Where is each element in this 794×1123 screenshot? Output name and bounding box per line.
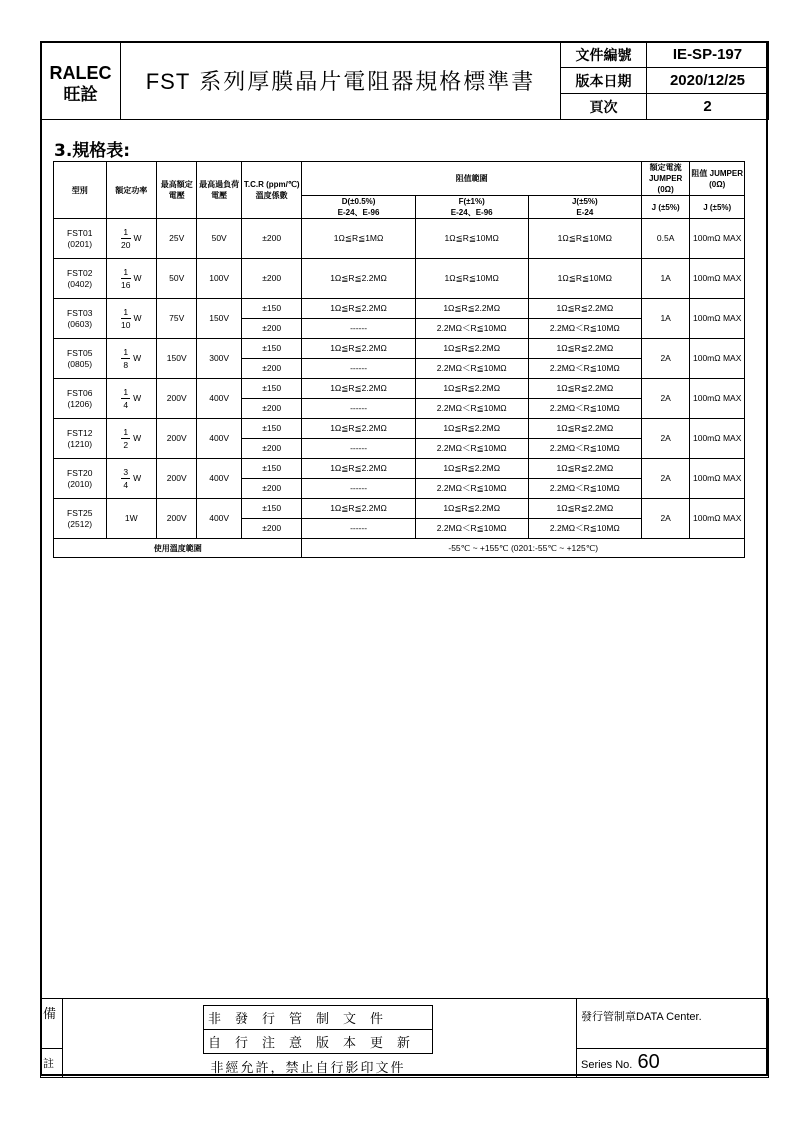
- range-f: 2.2MΩ＜R≦10MΩ: [415, 519, 528, 539]
- col-jumper-res: 阻值 JUMPER (0Ω): [690, 162, 745, 196]
- stamp-label: 發行管制章: [581, 1010, 636, 1023]
- series-label: Series No.: [581, 1059, 633, 1071]
- jumper-current: 1A: [641, 299, 689, 339]
- model: FST05: [67, 347, 93, 358]
- max-voltage: 200V: [157, 459, 197, 499]
- remark-label: 備: [41, 999, 63, 1049]
- model-cell: [54, 499, 107, 539]
- power-numerator: 1: [123, 427, 129, 437]
- range-d: ------: [302, 439, 415, 459]
- stamp-value: DATA Center.: [636, 1011, 702, 1023]
- jumper-resistance: 100mΩ MAX: [690, 459, 745, 499]
- overload-voltage: 400V: [197, 499, 241, 539]
- size-code: (1206): [67, 398, 93, 409]
- range-d: ------: [302, 319, 415, 339]
- overload-voltage: 50V: [197, 219, 241, 259]
- document-header: [40, 41, 769, 120]
- range-j: 2.2MΩ＜R≦10MΩ: [528, 439, 641, 459]
- table-row: [54, 459, 745, 479]
- jumper-resistance: 100mΩ MAX: [690, 339, 745, 379]
- title-zh: 系列厚膜晶片電阻器規格標準書: [199, 70, 536, 95]
- series-number: 60: [637, 1051, 660, 1073]
- spec-table: [53, 161, 745, 558]
- col-overload: 最高過負荷電壓: [197, 162, 241, 219]
- range-f: 1Ω≦R≦2.2MΩ: [415, 379, 528, 399]
- max-voltage: 200V: [157, 419, 197, 459]
- range-j: 2.2MΩ＜R≦10MΩ: [528, 319, 641, 339]
- model-cell: [54, 459, 107, 499]
- range-j: 2.2MΩ＜R≦10MΩ: [528, 479, 641, 499]
- size-code: (0603): [67, 318, 93, 329]
- jumper-current: 2A: [641, 379, 689, 419]
- power-cell: [106, 379, 157, 419]
- col-power: 額定功率: [106, 162, 157, 219]
- range-j: 2.2MΩ＜R≦10MΩ: [528, 519, 641, 539]
- model: FST20: [67, 467, 93, 478]
- tcr-value: ±150: [241, 299, 302, 319]
- power-denominator: 4: [123, 480, 129, 490]
- power-denominator: 8: [123, 360, 129, 370]
- table-row: [54, 379, 745, 399]
- range-f: 2.2MΩ＜R≦10MΩ: [415, 359, 528, 379]
- range-f: 1Ω≦R≦10MΩ: [415, 219, 528, 259]
- range-f: 1Ω≦R≦2.2MΩ: [415, 459, 528, 479]
- max-voltage: 75V: [157, 299, 197, 339]
- col-jr-tol: J (±5%): [690, 196, 745, 219]
- max-voltage: 200V: [157, 499, 197, 539]
- col-max-voltage: 最高額定電壓: [157, 162, 197, 219]
- table-row: [54, 499, 745, 519]
- power-denominator: 20: [121, 240, 131, 250]
- jumper-current: 2A: [641, 459, 689, 499]
- table-row: [54, 219, 745, 259]
- col-d: [302, 196, 415, 219]
- range-d: ------: [302, 479, 415, 499]
- copy-notice: 非經允許，禁止自行影印文件: [210, 1061, 406, 1076]
- range-d: 1Ω≦R≦2.2MΩ: [302, 419, 415, 439]
- range-j: 1Ω≦R≦2.2MΩ: [528, 379, 641, 399]
- range-d: ------: [302, 399, 415, 419]
- range-j: 1Ω≦R≦2.2MΩ: [528, 499, 641, 519]
- power-numerator: 1: [121, 307, 130, 319]
- jumper-resistance: 100mΩ MAX: [690, 419, 745, 459]
- tcr-value: ±150: [241, 419, 302, 439]
- power-numerator: 1: [123, 347, 129, 357]
- range-d: ------: [302, 519, 415, 539]
- power-cell: [106, 299, 157, 339]
- table-row: [54, 339, 745, 359]
- power-unit: W: [133, 313, 142, 323]
- range-d: 1Ω≦R≦2.2MΩ: [302, 339, 415, 359]
- power-cell: [106, 219, 157, 259]
- power-numerator: 1: [121, 267, 130, 279]
- range-f: 1Ω≦R≦2.2MΩ: [415, 499, 528, 519]
- jumper-resistance: 100mΩ MAX: [690, 499, 745, 539]
- tcr-value: ±200: [241, 219, 302, 259]
- range-d: 1Ω≦R≦2.2MΩ: [302, 459, 415, 479]
- size-code: (0805): [67, 358, 93, 369]
- tcr-value: ±150: [241, 459, 302, 479]
- power-unit: W: [133, 273, 142, 283]
- size-code: (2010): [67, 478, 93, 489]
- tcr-value: ±200: [241, 399, 302, 419]
- logo-zh: 旺詮: [63, 84, 98, 105]
- power-unit: W: [133, 353, 142, 363]
- range-f: 2.2MΩ＜R≦10MΩ: [415, 319, 528, 339]
- tcr-value: ±150: [241, 379, 302, 399]
- range-f: 2.2MΩ＜R≦10MΩ: [415, 439, 528, 459]
- control-line-1: 非發行管制文件: [204, 1006, 433, 1030]
- range-j: 1Ω≦R≦2.2MΩ: [528, 339, 641, 359]
- power-unit: W: [133, 433, 142, 443]
- jumper-current: 2A: [641, 419, 689, 459]
- col-f-label: F(±1%): [458, 197, 485, 206]
- table-row: [54, 299, 745, 319]
- range-d: 1Ω≦R≦2.2MΩ: [302, 299, 415, 319]
- power-cell: [106, 499, 157, 539]
- power-numerator: 1: [121, 227, 130, 239]
- overload-voltage: 400V: [197, 419, 241, 459]
- model-cell: [54, 419, 107, 459]
- max-voltage: 25V: [157, 219, 197, 259]
- max-voltage: 50V: [157, 259, 197, 299]
- model-cell: [54, 299, 107, 339]
- power-cell: [106, 259, 157, 299]
- overload-voltage: 300V: [197, 339, 241, 379]
- tcr-value: ±150: [241, 339, 302, 359]
- tcr-value: ±200: [241, 519, 302, 539]
- col-jumper-current: 額定電流 JUMPER (0Ω): [641, 162, 689, 196]
- model-cell: [54, 219, 107, 259]
- overload-voltage: 400V: [197, 379, 241, 419]
- company-logo: [41, 42, 121, 120]
- date-label: 版本日期: [561, 68, 647, 94]
- range-j: 1Ω≦R≦10MΩ: [528, 219, 641, 259]
- range-d: 1Ω≦R≦1MΩ: [302, 219, 415, 259]
- range-j: 1Ω≦R≦2.2MΩ: [528, 299, 641, 319]
- col-range: 阻值範圍: [302, 162, 641, 196]
- temp-range-label: 使用溫度範圍: [54, 539, 302, 558]
- range-d: 1Ω≦R≦2.2MΩ: [302, 259, 415, 299]
- control-line-2: 自行注意版本更新: [204, 1030, 433, 1054]
- power-unit: W: [133, 233, 142, 243]
- title-en: FST: [145, 69, 191, 94]
- col-jc-tol: J (±5%): [641, 196, 689, 219]
- col-j-series: E-24: [576, 208, 594, 217]
- size-code: (0402): [67, 278, 93, 289]
- col-d-label: D(±0.5%): [341, 197, 376, 206]
- size-code: (1210): [67, 438, 93, 449]
- range-j: 1Ω≦R≦10MΩ: [528, 259, 641, 299]
- jumper-current: 2A: [641, 499, 689, 539]
- range-f: 1Ω≦R≦2.2MΩ: [415, 419, 528, 439]
- range-f: 2.2MΩ＜R≦10MΩ: [415, 479, 528, 499]
- doc-no: IE-SP-197: [647, 42, 769, 68]
- table-row: [54, 419, 745, 439]
- tcr-value: ±150: [241, 499, 302, 519]
- col-tcr: T.C.R (ppm/℃) 溫度係數: [241, 162, 302, 219]
- document-title: [121, 42, 561, 120]
- col-f-series: E-24、E-96: [450, 208, 493, 217]
- col-f: [415, 196, 528, 219]
- col-j: [528, 196, 641, 219]
- table-row: [54, 259, 745, 299]
- power-denominator: 10: [121, 320, 131, 330]
- model: FST12: [67, 427, 93, 438]
- overload-voltage: 400V: [197, 459, 241, 499]
- max-voltage: 200V: [157, 379, 197, 419]
- range-d: 1Ω≦R≦2.2MΩ: [302, 379, 415, 399]
- doc-no-label: 文件編號: [561, 42, 647, 68]
- jumper-resistance: 100mΩ MAX: [690, 259, 745, 299]
- range-j: 2.2MΩ＜R≦10MΩ: [528, 359, 641, 379]
- overload-voltage: 150V: [197, 299, 241, 339]
- range-j: 2.2MΩ＜R≦10MΩ: [528, 399, 641, 419]
- range-j: 1Ω≦R≦2.2MΩ: [528, 459, 641, 479]
- logo-en: RALEC: [49, 62, 112, 83]
- jumper-current: 1A: [641, 259, 689, 299]
- temp-range-value: -55℃ ~ +155℃ (0201:-55℃ ~ +125℃): [302, 539, 745, 558]
- power-unit: W: [133, 473, 142, 483]
- size-code: (2512): [67, 518, 93, 529]
- col-j-label: J(±5%): [571, 197, 598, 206]
- power-denominator: 4: [123, 400, 129, 410]
- control-notice: [203, 1005, 433, 1054]
- tcr-value: ±200: [241, 359, 302, 379]
- power-denominator: 16: [121, 280, 131, 290]
- power-numerator: 1: [123, 387, 129, 397]
- power-cell: [106, 459, 157, 499]
- jumper-current: 0.5A: [641, 219, 689, 259]
- model: FST06: [67, 387, 93, 398]
- note-label: 註: [41, 1049, 63, 1078]
- model: FST01: [67, 227, 93, 238]
- revision-date: 2020/12/25: [647, 68, 769, 94]
- spec-body: [54, 219, 745, 539]
- power-unit: W: [133, 393, 142, 403]
- page-label: 頁次: [561, 94, 647, 120]
- overload-voltage: 100V: [197, 259, 241, 299]
- col-type: 型別: [54, 162, 107, 219]
- model: FST02: [67, 267, 93, 278]
- size-code: (0201): [67, 238, 93, 249]
- range-f: 1Ω≦R≦2.2MΩ: [415, 339, 528, 359]
- range-f: 2.2MΩ＜R≦10MΩ: [415, 399, 528, 419]
- model-cell: [54, 259, 107, 299]
- series-cell: [577, 1049, 769, 1078]
- col-d-series: E-24、E-96: [337, 208, 380, 217]
- model: FST03: [67, 307, 93, 318]
- model-cell: [54, 339, 107, 379]
- tcr-value: ±200: [241, 439, 302, 459]
- jumper-resistance: 100mΩ MAX: [690, 379, 745, 419]
- page-number: 2: [647, 94, 769, 120]
- tcr-value: ±200: [241, 259, 302, 299]
- tcr-value: ±200: [241, 319, 302, 339]
- power-denominator: 2: [123, 440, 129, 450]
- stamp-cell: [577, 999, 769, 1049]
- model-cell: [54, 379, 107, 419]
- range-d: ------: [302, 359, 415, 379]
- model: FST25: [67, 507, 93, 518]
- range-d: 1Ω≦R≦2.2MΩ: [302, 499, 415, 519]
- jumper-current: 2A: [641, 339, 689, 379]
- range-j: 1Ω≦R≦2.2MΩ: [528, 419, 641, 439]
- section-heading: 3.規格表:: [54, 141, 131, 161]
- power-cell: [106, 339, 157, 379]
- max-voltage: 150V: [157, 339, 197, 379]
- range-f: 1Ω≦R≦2.2MΩ: [415, 299, 528, 319]
- jumper-resistance: 100mΩ MAX: [690, 219, 745, 259]
- power-numerator: 3: [123, 467, 129, 477]
- tcr-value: ±200: [241, 479, 302, 499]
- jumper-resistance: 100mΩ MAX: [690, 299, 745, 339]
- power-cell: [106, 419, 157, 459]
- power: 1W: [124, 513, 138, 523]
- range-f: 1Ω≦R≦10MΩ: [415, 259, 528, 299]
